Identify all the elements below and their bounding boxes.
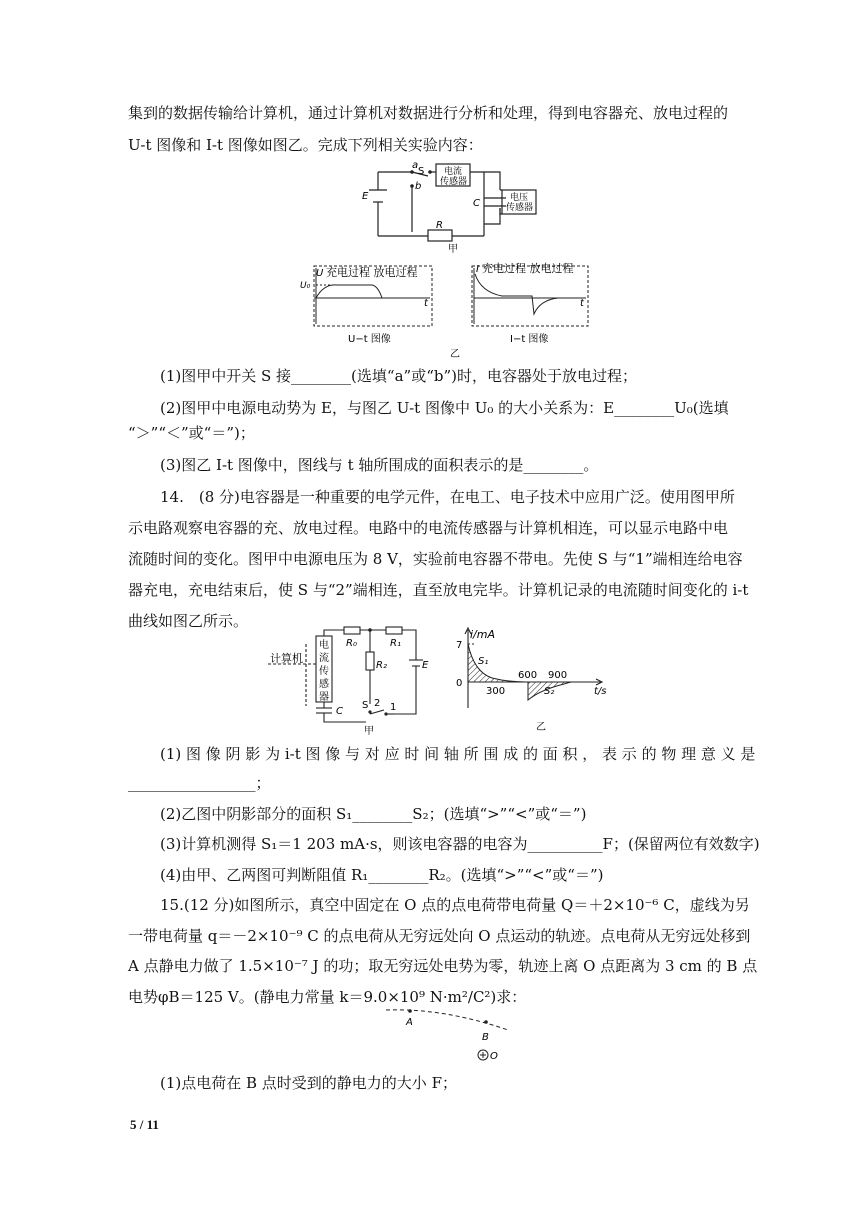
paragraph-line: 器充电，充电结束后，使 S 与“2”端相连，直至放电完毕。计算机记录的电流随时间变化的 i-t [128,581,749,599]
paragraph-line: 流随时间的变化。图甲中电源电压为 8 V，实验前电容器不带电。先使 S 与“1”端相连给电容 [128,550,743,568]
figure-caption: 乙 [450,349,460,360]
paragraph-line: 14. (8 分)电容器是一种重要的电学元件，在电工、电子技术中应用广泛。使用图甲所 [160,488,735,506]
resistor-r-label: R [436,220,443,231]
current-sensor-label: 传感器 [440,177,468,187]
source-e-label: E [422,660,429,671]
paragraph-line: 集到的数据传输给计算机，通过计算机对数据进行分析和处理，得到电容器充、放电过程的 [128,104,729,122]
page-number: 5 / 11 [130,1117,159,1132]
sensor-char: 传 [319,666,329,677]
ut-caption: U−t 图像 [348,334,391,345]
tick-600: 600 [518,670,538,681]
paragraph-line: (2)乙图中阴影部分的面积 S₁________S₂；(选填“>”“<”或“＝”) [160,805,587,823]
paragraph-line: 一带电荷量 q＝－2×10⁻⁹ C 的点电荷从无穷远处向 O 点运动的轨迹。点电荷从无穷远处移到 [128,927,751,945]
paragraph-line: (1) 图 像 阴 影 为 i-t 图 像 与 对 应 时 间 轴 所 围 成 的 面 积 ， 表 示 的 物 理 意 义 是 [160,745,756,763]
switch-pos-1: 1 [390,702,397,713]
ut-phase-label: 充电过程 放电过程 [326,266,418,279]
sensor-char: 感 [319,679,329,690]
source-e-label: E [362,191,369,202]
paragraph-line: (3)图乙 I-t 图像中，图线与 t 轴所围成的面积表示的是________。 [160,456,599,474]
paragraph-line: (1)点电荷在 B 点时受到的静电力的大小 F； [160,1074,457,1092]
ut-axis-y: U [316,268,324,279]
area-s1-label: S₁ [478,656,489,667]
paragraph-line: (2)图甲中电源电动势为 E，与图乙 U-t 图像中 U₀ 的大小关系为：E________U₀(选填 [160,399,729,417]
voltage-sensor-label: 电压 [510,193,529,203]
tick-900: 900 [548,670,568,681]
point-b-label: B [482,1032,489,1043]
figure-caption: 甲 [448,244,458,254]
paragraph-line: 示电路观察电容器的充、放电过程。电路中的电流传感器与计算机相连，可以显示电路中电 [128,519,729,537]
paragraph-line: (4)由甲、乙两图可判断阻值 R₁________R₂。(选填“>”“<”或“＝”) [160,866,604,884]
capacitor-c-label: C [336,706,343,717]
voltage-sensor-label: 传感器 [506,203,534,213]
paragraph-line: (3)计算机测得 S₁＝1 203 mA·s，则该电容器的电容为__________F；(保留两位有效数字) [160,835,760,853]
switch-pos-2: 2 [374,698,381,709]
area-s2-label: S₂ [544,686,555,697]
switch-a-label: a [412,162,419,171]
ut-axis-x: t [424,298,428,309]
sensor-char: 器 [319,692,329,703]
r1-label: R₁ [390,638,401,649]
paragraph-line: (1)图甲中开关 S 接________(选填“a”或“b”)时，电容器处于放电过程； [160,367,637,385]
circuit-diagram-13 [360,162,560,258]
r2-label: R₂ [376,660,387,671]
tick-7: 7 [456,640,463,651]
current-sensor-label: 电流 [444,167,463,177]
ut-u0-label: U₀ [300,281,311,291]
trajectory-diagram-15 [384,1004,514,1070]
switch-s-label: S [418,166,425,177]
r0-label: R₀ [346,638,357,649]
capacitor-c-label: C [473,198,480,209]
tick-300: 300 [486,686,506,697]
origin-label: 0 [456,678,463,689]
it-phase-label: 充电过程 放电过程 [482,262,574,275]
switch-s-label: S [362,700,369,711]
sensor-char: 流 [319,653,329,664]
point-o-label: O [490,1051,498,1062]
axis-x-label: t/s [594,686,607,697]
paragraph-line: 电势φB＝125 V。(静电力常量 k＝9.0×10⁹ N·m²/C²)求： [128,988,527,1006]
figure-caption: 甲 [364,726,374,736]
paragraph-line: “＞”“＜”或“＝”)； [128,424,255,442]
it-caption: I−t 图像 [510,334,549,345]
sensor-char: 电 [319,640,329,651]
paragraph-line: A 点静电力做了 1.5×10⁻⁷ J 的功；取无穷远处电势为零，轨迹上离 O 点距离为 3 cm 的 B 点 [128,957,758,975]
i-t-graph-14 [452,624,618,740]
it-axis-y: I [476,264,479,275]
axis-y-label: i/mA [470,628,496,641]
it-axis-x: t [580,298,584,309]
paragraph-line: 15.(12 分)如图所示，真空中固定在 O 点的点电荷带电荷量 Q＝＋2×10⁻⁶ C，虚线为另 [160,896,750,914]
figure-caption: 乙 [536,722,546,733]
circuit-diagram-14 [266,624,446,740]
paragraph-line: _________________； [128,774,271,792]
switch-b-label: b [415,181,422,192]
graphs-13 [296,258,596,364]
point-a-label: A [406,1017,413,1028]
paragraph-line: U-t 图像和 I-t 图像如图乙。完成下列相关实验内容： [128,136,483,154]
paragraph-line: 曲线如图乙所示。 [128,612,249,630]
computer-label: 计算机 [270,652,303,665]
